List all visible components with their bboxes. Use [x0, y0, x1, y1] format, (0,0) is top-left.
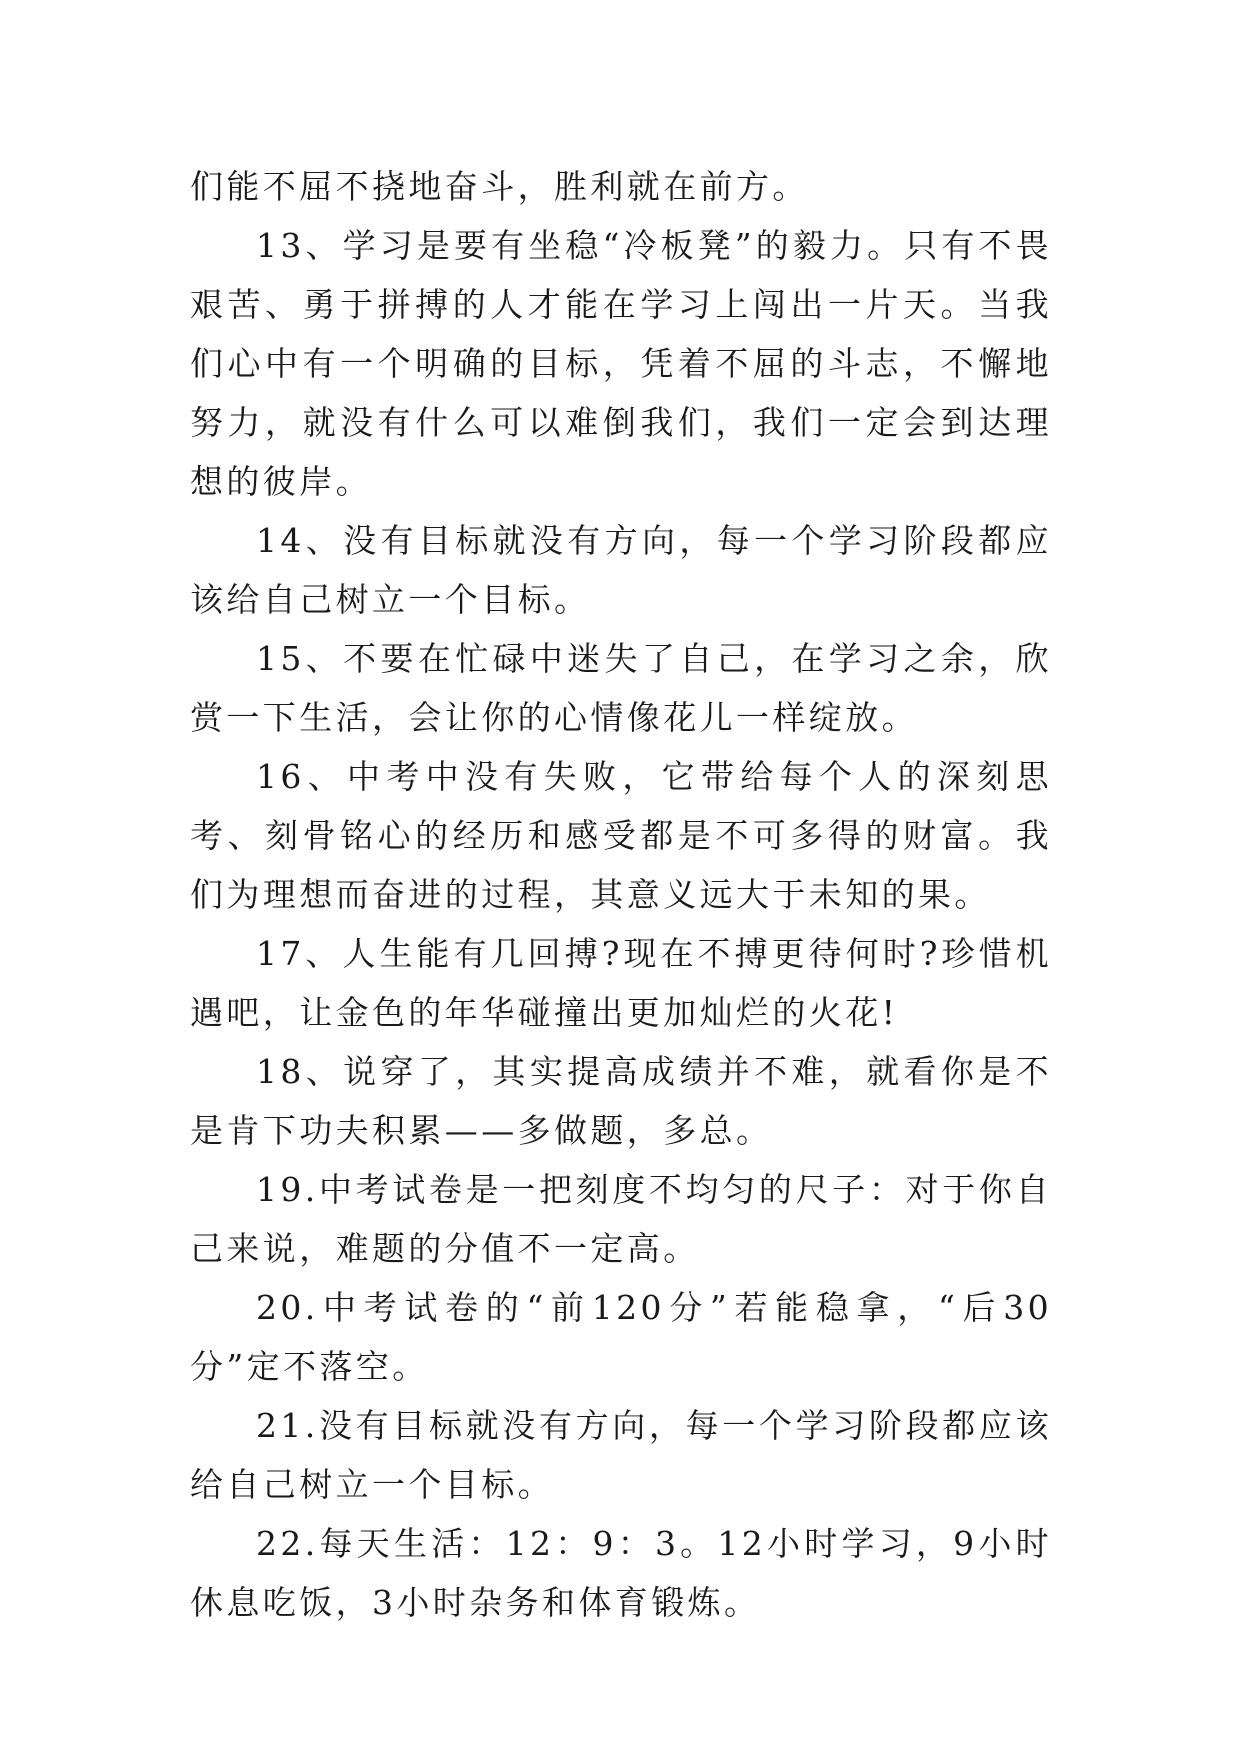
- paragraph-13: 13、学习是要有坐稳“冷板凳”的毅力。只有不畏艰苦、勇于拼搏的人才能在学习上闯出一片天。当我们心中有一个明确的目标，凭着不屈的斗志，不懈地努力，就没有什么可以难倒我们，我们一定会到达理想的彼岸。: [190, 226, 1052, 501]
- document-body: [190, 157, 1052, 1632]
- paragraph-19: 19.中考试卷是一把刻度不均匀的尺子：对于你自己来说，难题的分值不一定高。: [190, 1170, 1052, 1268]
- paragraph-18: 18、说穿了，其实提高成绩并不难，就看你是不是肯下功夫积累——多做题，多总。: [190, 1052, 1052, 1150]
- paragraph-14: 14、没有目标就没有方向，每一个学习阶段都应该给自己树立一个目标。: [190, 521, 1052, 619]
- paragraph-15: 15、不要在忙碌中迷失了自己，在学习之余，欣赏一下生活，会让你的心情像花儿一样绽放。: [190, 639, 1052, 737]
- paragraph-20: 20.中考试卷的“前120分”若能稳拿，“后30分”定不落空。: [190, 1288, 1052, 1386]
- paragraph-continuation: 们能不屈不挠地奋斗，胜利就在前方。: [190, 167, 809, 206]
- paragraph-21: 21.没有目标就没有方向，每一个学习阶段都应该给自己树立一个目标。: [190, 1406, 1052, 1504]
- paragraph-16: 16、中考中没有失败，它带给每个人的深刻思考、刻骨铭心的经历和感受都是不可多得的财富。我们为理想而奋进的过程，其意义远大于未知的果。: [190, 757, 1052, 914]
- paragraph-17: 17、人生能有几回搏?现在不搏更待何时?珍惜机遇吧，让金色的年华碰撞出更加灿烂的火花!: [190, 934, 1052, 1032]
- paragraph-22: 22.每天生活：12：9：3。12小时学习，9小时休息吃饭，3小时杂务和体育锻炼。: [190, 1524, 1052, 1622]
